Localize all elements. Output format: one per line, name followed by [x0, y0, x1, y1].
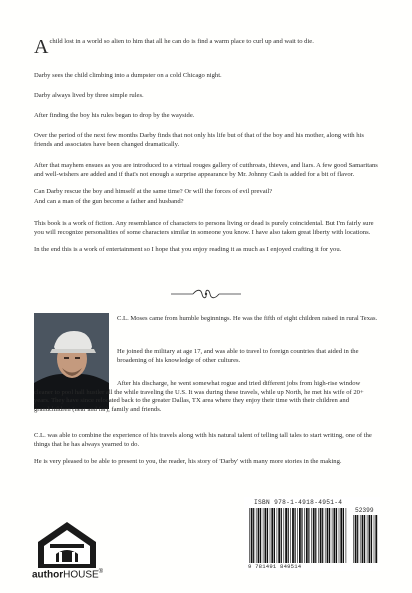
publisher-name [32, 569, 103, 580]
flourish-divider-icon [171, 289, 241, 299]
disclaimer-paragraph: This book is a work of fiction. Any resemblance of characters to persons living or dead is purely coincidental. But I'm fairly sure you will recognize personalities of some characters similar in someone you know. I have also taken great liberty with locations. [34, 220, 374, 236]
blurb-paragraph: After that mayhem ensues as you are introduced to a virtual rouges gallery of cutthroats, thieves, and liars. A few good Samaritans and well-wishers are added and if that's not enough a surprise appearance by Mr. Johnny Cash is added for a bit of flavor. [34, 162, 378, 178]
price-code: 52399 [355, 507, 374, 514]
blurb-paragraph: After finding the boy his rules began to drop by the wayside. [34, 112, 195, 119]
isbn-barcode-icon [248, 508, 348, 563]
blurb-paragraph: Can Darby rescue the boy and himself at the same time? Or will the forces of evil prevail? [34, 188, 273, 195]
blurb-paragraph: And can a man of the gun become a father and husband? [34, 198, 184, 205]
barcode-digits: 9 781491 849514 [248, 563, 302, 570]
bio-paragraph: He is very pleased to be able to present to you, the reader, his story of 'Darby' with many more stories in the making. [34, 458, 342, 465]
blurb-paragraph: Darby always lived by three simple rules. [34, 92, 144, 99]
closing-paragraph: In the end this is a work of entertainment so I hope that you enjoy reading it as much as I enjoyed crafting it for you. [34, 246, 342, 253]
bio-paragraph: He joined the military at age 17, and was able to travel to foreign countries that aided in the broadening of his knowledge of other cultures. [117, 348, 359, 364]
drop-cap: A [34, 36, 49, 58]
blurb-paragraph: Darby sees the child climbing into a dumpster on a cold Chicago night. [34, 72, 222, 79]
blurb-paragraph: Over the period of the next few months Darby finds that not only his life but of that of the boy and his mother, along with his friends and associates have been changed dramatically. [34, 132, 364, 148]
bio-paragraph: After his discharge, he went somewhat rogue and tried different jobs from high-rise window cleaner to pool hall hustler all the while traveling the U.S. It was during these travels, while up North, he met his wife of 20+ years. They have since relocated back to the greater Dallas, TX area where they enjoy their time with their children and grandchildren (near and far), family and friends. [34, 380, 364, 413]
bio-paragraph: C.L. Moses came from humble beginnings. He was the fifth of eight children raised in rural Texas. [117, 315, 378, 322]
intro-paragraph [34, 36, 378, 58]
bio-paragraph: C.L. was able to combine the experience of his travels along with his natural talent of telling tall tales to start writing, one of the things that he has always yearned to do. [34, 432, 372, 448]
intro-text: child lost in a world so alien to him that all he can do is find a warm place to curl up and wait to die. [49, 38, 314, 45]
publisher-name-light: HOUSE [63, 569, 99, 581]
isbn-label: ISBN 978-1-4918-4951-4 [254, 499, 343, 506]
price-barcode-icon [352, 515, 378, 563]
publisher-name-bold: author [32, 569, 64, 581]
trademark-symbol: ® [98, 569, 104, 575]
